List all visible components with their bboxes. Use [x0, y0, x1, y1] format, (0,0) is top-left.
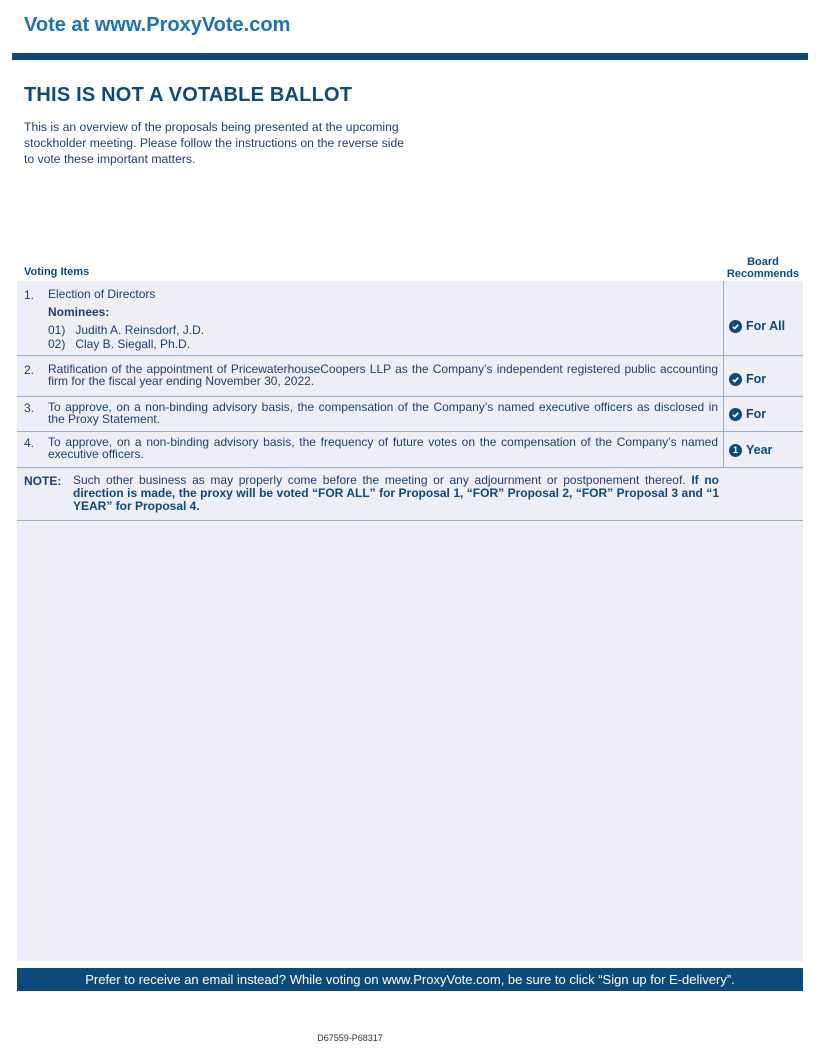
check-icon	[729, 320, 742, 333]
recommendation-label: For	[746, 372, 767, 386]
note-body: Such other business as may properly come before the meeting or any adjournment or postponement thereof.	[73, 473, 686, 487]
item-text: To approve, on a non-binding advisory basis, the frequency of future votes on the compensation of the Company’s named executive officers.	[48, 435, 718, 461]
note-label: NOTE:	[24, 474, 62, 488]
board-recommends-header	[722, 256, 804, 280]
recommendation-label: Year	[746, 443, 773, 457]
item-number: 3.	[24, 401, 35, 415]
note-bold-body: If no direction is made, the proxy will be voted “FOR ALL” for Proposal 1, “FOR” Proposal 2, “FOR” Proposal 3 and “1 YEAR” for Proposal 4.	[73, 473, 719, 513]
voting-item-3	[17, 397, 803, 432]
recommendation	[729, 372, 766, 386]
voting-item-2	[17, 356, 803, 397]
item-number: 2.	[24, 363, 35, 377]
item-text: To approve, on a non-binding advisory basis, the compensation of the Company’s named executive officers as disclosed in the Proxy Statement.	[48, 400, 718, 426]
item-text: Election of Directors	[48, 287, 156, 301]
board-recommends-line1: Board	[747, 256, 779, 268]
check-icon	[729, 408, 742, 421]
item-number: 4.	[24, 436, 35, 450]
nominees-label: Nominees:	[48, 305, 110, 319]
item-number: 1.	[24, 288, 35, 302]
document-code: D67559-P68317	[317, 1033, 383, 1043]
intro-text: This is an overview of the proposals being presented at the upcoming stockholder meeting. Please follow the instructions on the reverse side to vote these important matters.	[24, 120, 405, 166]
page-title: THIS IS NOT A VOTABLE BALLOT	[24, 84, 353, 106]
recommendation-label: For All	[746, 319, 786, 333]
e-delivery-banner: Prefer to receive an email instead? While voting on www.ProxyVote.com, be sure to click “Sign up for E-delivery”.	[17, 968, 803, 991]
nominee-2: 02) Clay B. Siegall, Ph.D.	[48, 337, 191, 351]
note-text	[73, 474, 719, 513]
item-text: Ratification of the appointment of PricewaterhouseCoopers LLP as the Company’s independent registered public accounting firm for the fiscal year ending November 30, 2022.	[48, 362, 718, 388]
number-one-icon-text: 1	[732, 444, 738, 455]
note-section	[17, 468, 803, 521]
recommendation	[729, 443, 772, 457]
voting-items-header: Voting Items	[24, 266, 90, 278]
recommendation	[729, 319, 785, 333]
board-recommends-line2: Recommends	[726, 268, 800, 280]
number-one-icon	[729, 444, 742, 457]
recommendation-label: For	[746, 407, 767, 421]
check-icon	[729, 373, 742, 386]
proxyvote-link[interactable]: Vote at www.ProxyVote.com	[24, 14, 291, 36]
voting-item-4	[17, 432, 803, 468]
recommendation	[729, 407, 766, 421]
voting-item-1	[17, 281, 803, 356]
header-divider-bar	[12, 53, 808, 60]
nominee-1: 01) Judith A. Reinsdorf, J.D.	[48, 323, 205, 337]
